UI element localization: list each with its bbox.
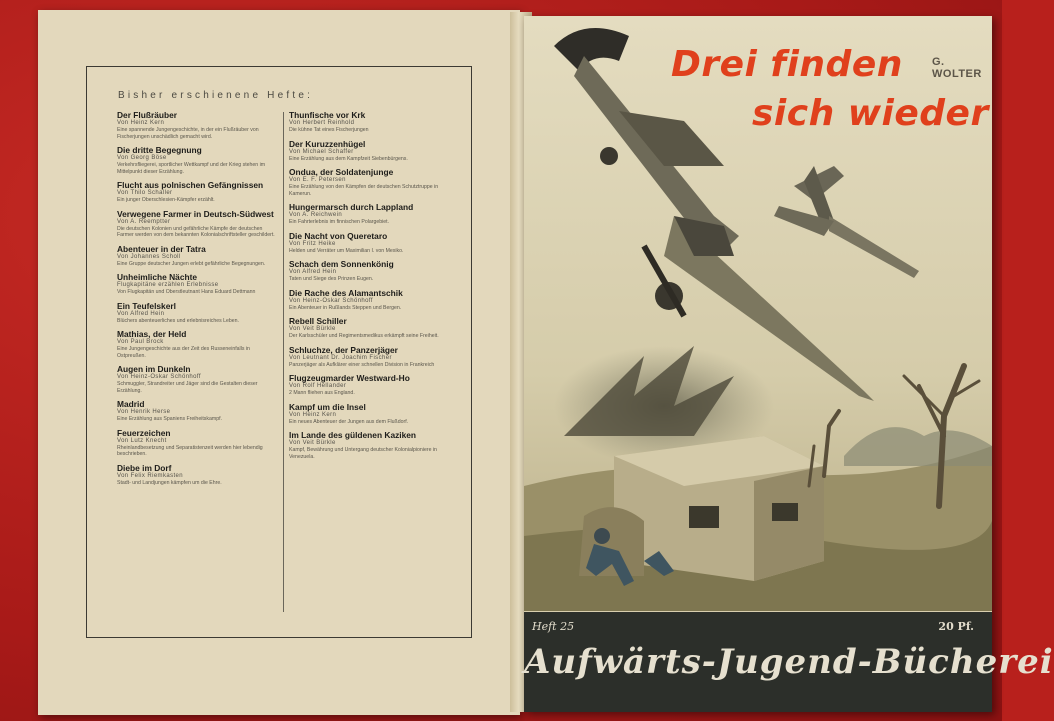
entry-title: Schluchze, der Panzerjäger: [289, 344, 398, 355]
entry-title: Feuerzeichen: [117, 427, 171, 438]
entry-author: Von E. F. Petersen: [289, 177, 346, 183]
title-list-left: [117, 110, 275, 491]
entry-author: Von Fritz Heike: [289, 240, 336, 247]
entry-desc: Stadt- und Landjungen kämpfen um die Ehre.: [117, 479, 222, 486]
list-item: [289, 316, 447, 340]
entry-author: Von Leutnant Dr. Joachim Fischer: [289, 354, 392, 361]
entry-desc: Blüchers abenteuerliches und erlebnisreiches Leben.: [117, 317, 239, 324]
entry-author: Von Heinz Kern: [117, 120, 165, 126]
list-item: [289, 402, 447, 426]
list-item: [117, 180, 275, 204]
entry-author: Von A. Reichwein: [289, 212, 343, 218]
entry-title: Diebe im Dorf: [117, 462, 172, 473]
entry-title: Hungermarsch durch Lappland: [289, 202, 414, 212]
cover-title-line2: sich wieder: [752, 93, 989, 134]
entry-desc: Von Flugkapitän und Oberstleutnant Hans Eduard Dettmann: [117, 289, 256, 295]
entry-title: Die dritte Begegnung: [117, 145, 202, 155]
entry-desc: Eine Jungengeschichte aus der Zeit des Russeneinfalls in Ostpreußen.: [117, 346, 250, 359]
entry-desc: Helden und Verräter um Maximilian I. von Mexiko.: [289, 247, 404, 254]
series-banner: [524, 612, 1054, 712]
entry-author: Von Veit Bürkle: [289, 440, 336, 446]
entry-author: Von Lutz Knecht: [117, 437, 167, 444]
front-cover: [524, 16, 1054, 712]
issue-number: Heft 25: [532, 620, 575, 633]
entry-title: Madrid: [117, 399, 145, 409]
list-item: [117, 463, 275, 487]
list-item: [117, 145, 275, 175]
list-item: [289, 373, 447, 397]
entry-title: Ondua, der Soldatenjunge: [289, 167, 394, 177]
list-item: [117, 209, 275, 239]
entry-title: Abenteuer in der Tatra: [117, 243, 206, 254]
entry-desc: Schmuggler, Strandreiter und Jäger sind die Gestalten dieser Erzählung.: [117, 381, 258, 394]
entry-author: Von Alfred Hein: [289, 269, 337, 275]
entry-desc: Die deutschen Kolonien und gefährliche Kämpfe der deutschen Farmer werden von dem bekannten Kolonialschriftsteller geschildert.: [117, 225, 275, 238]
entry-desc: Verkehrsfliegerei, sportlicher Wettkampf und der Krieg stehen im Mittelpunkt dieser Erzählung.: [117, 162, 266, 175]
entry-author: Von Henrik Herse: [117, 409, 171, 415]
entry-desc: Ein Abenteuer in Rußlands Steppen und Bergen.: [289, 304, 402, 311]
list-item: [289, 202, 447, 226]
entry-author: Von Alfred Hein: [117, 310, 165, 317]
entry-title: Schach dem Sonnenkönig: [289, 259, 394, 269]
entry-title: Rebell Schiller: [289, 316, 347, 326]
entry-author: Von Michael Schaffer: [289, 148, 354, 155]
entry-author: Von Paul Brock: [117, 339, 164, 345]
entry-desc: Eine spannende Jungengeschichte, in der ein Flußräuber von Fischerjungen unschädlich gemacht wird.: [117, 127, 259, 140]
list-item: [117, 364, 275, 394]
entry-desc: Eine Erzählung aus Spaniens Freiheitskampf.: [117, 416, 222, 422]
entry-author: Von Heinz-Oskar Schönhoff: [117, 374, 201, 380]
entry-desc: Ein Fahrterlebnis im finnischen Polargebiet.: [289, 219, 390, 225]
entry-author: Flugkapitäne erzählen Erlebnisse: [117, 282, 219, 288]
list-item: [117, 244, 275, 268]
entry-title: Im Lande des güldenen Kaziken: [289, 430, 417, 440]
entry-author: Von Heinz Kern: [289, 411, 337, 418]
list-item: [117, 110, 275, 140]
entry-author: Von A. Reemptter: [117, 218, 171, 225]
list-item: [289, 259, 447, 283]
list-item: [289, 231, 447, 255]
cover-title-line1: Drei finden: [671, 44, 903, 85]
entry-desc: Eine Gruppe deutscher Jungen erlebt gefährliche Begegnungen.: [117, 260, 266, 267]
list-item: [117, 272, 275, 296]
entry-desc: Eine Erzählung aus dem Kampfzeit Siebenbürgens.: [289, 155, 408, 162]
list-item: [289, 345, 447, 369]
list-item: [289, 430, 447, 460]
entry-title: Ein Teufelskerl: [117, 300, 176, 311]
list-item: [289, 288, 447, 312]
entry-desc: 2 Mann fliehen aus England.: [289, 390, 355, 396]
entry-author: Von Veit Bürkle: [289, 326, 336, 332]
entry-title: Mathias, der Held: [117, 329, 187, 339]
entry-title: Die Nacht von Queretaro: [289, 230, 388, 241]
entry-title: Der Flußräuber: [117, 110, 178, 120]
cover-author: G. WOLTER: [932, 56, 982, 80]
entry-author: Von Herbert Reinhold: [289, 120, 355, 126]
entry-title: Thunfische vor Krk: [289, 110, 366, 120]
list-item: [117, 301, 275, 325]
column-divider: [283, 112, 284, 612]
entry-desc: Ein neues Abenteuer der Jungen aus dem Flußdorf.: [289, 418, 409, 425]
list-item: [289, 167, 447, 197]
entry-author: Von Thilo Schaller: [117, 190, 173, 196]
entry-title: Flucht aus polnischen Gefängnissen: [117, 180, 264, 190]
entry-title: Kampf um die Insel: [289, 401, 366, 412]
entry-title: Verwegene Farmer in Deutsch-Südwest: [117, 208, 274, 219]
entry-author: Von Georg Böse: [117, 155, 167, 161]
entry-title: Die Rache des Alamantschik: [289, 287, 403, 298]
price-label: 20 Pf.: [938, 620, 974, 633]
entry-author: Von Heinz-Oskar Schönhoff: [289, 297, 373, 304]
entry-author: Von Felix Riemkasten: [117, 472, 184, 479]
list-item: [117, 329, 275, 359]
title-list-right: [289, 110, 447, 465]
entry-desc: Rheinlandbesetzung und Separatistenzeit werden hier lebendig beschrieben.: [117, 444, 263, 457]
entry-desc: Die kühne Tat eines Fischerjungen: [289, 127, 369, 133]
entry-desc: Der Karlsschüler und Regimentsmedikus erkämpft seine Freiheit.: [289, 333, 439, 339]
list-item: [117, 399, 275, 423]
list-item: [289, 110, 447, 134]
list-item: [289, 139, 447, 163]
entry-desc: Ein junger Oberschlesien-Kämpfer erzählt.: [117, 197, 215, 203]
entry-desc: Kampf, Bewährung und Untergang deutscher Kolonialpioniere in Venezuela.: [289, 447, 437, 460]
entry-title: Flugzeugmarder Westward-Ho: [289, 373, 410, 383]
back-cover-heading: Bisher erschienene Hefte:: [118, 90, 314, 101]
entry-desc: Panzerjäger als Aufklärer einer schnellen Division in Frankreich: [289, 361, 435, 368]
entry-title: Der Kuruzzenhügel: [289, 138, 366, 149]
entry-author: Von Johannes Scholl: [117, 253, 181, 260]
entry-title: Unheimliche Nächte: [117, 272, 198, 282]
entry-author: Von Rolf Hellander: [289, 383, 347, 389]
entry-title: Augen im Dunkeln: [117, 364, 191, 374]
entry-desc: Eine Erzählung von den Kämpfen der deutschen Schutztruppe in Kamerun.: [289, 184, 439, 197]
series-title: Aufwärts-Jugend-Bücherei: [524, 642, 1054, 682]
entry-desc: Taten und Siege des Prinzen Eugen.: [289, 276, 374, 282]
list-item: [117, 428, 275, 458]
